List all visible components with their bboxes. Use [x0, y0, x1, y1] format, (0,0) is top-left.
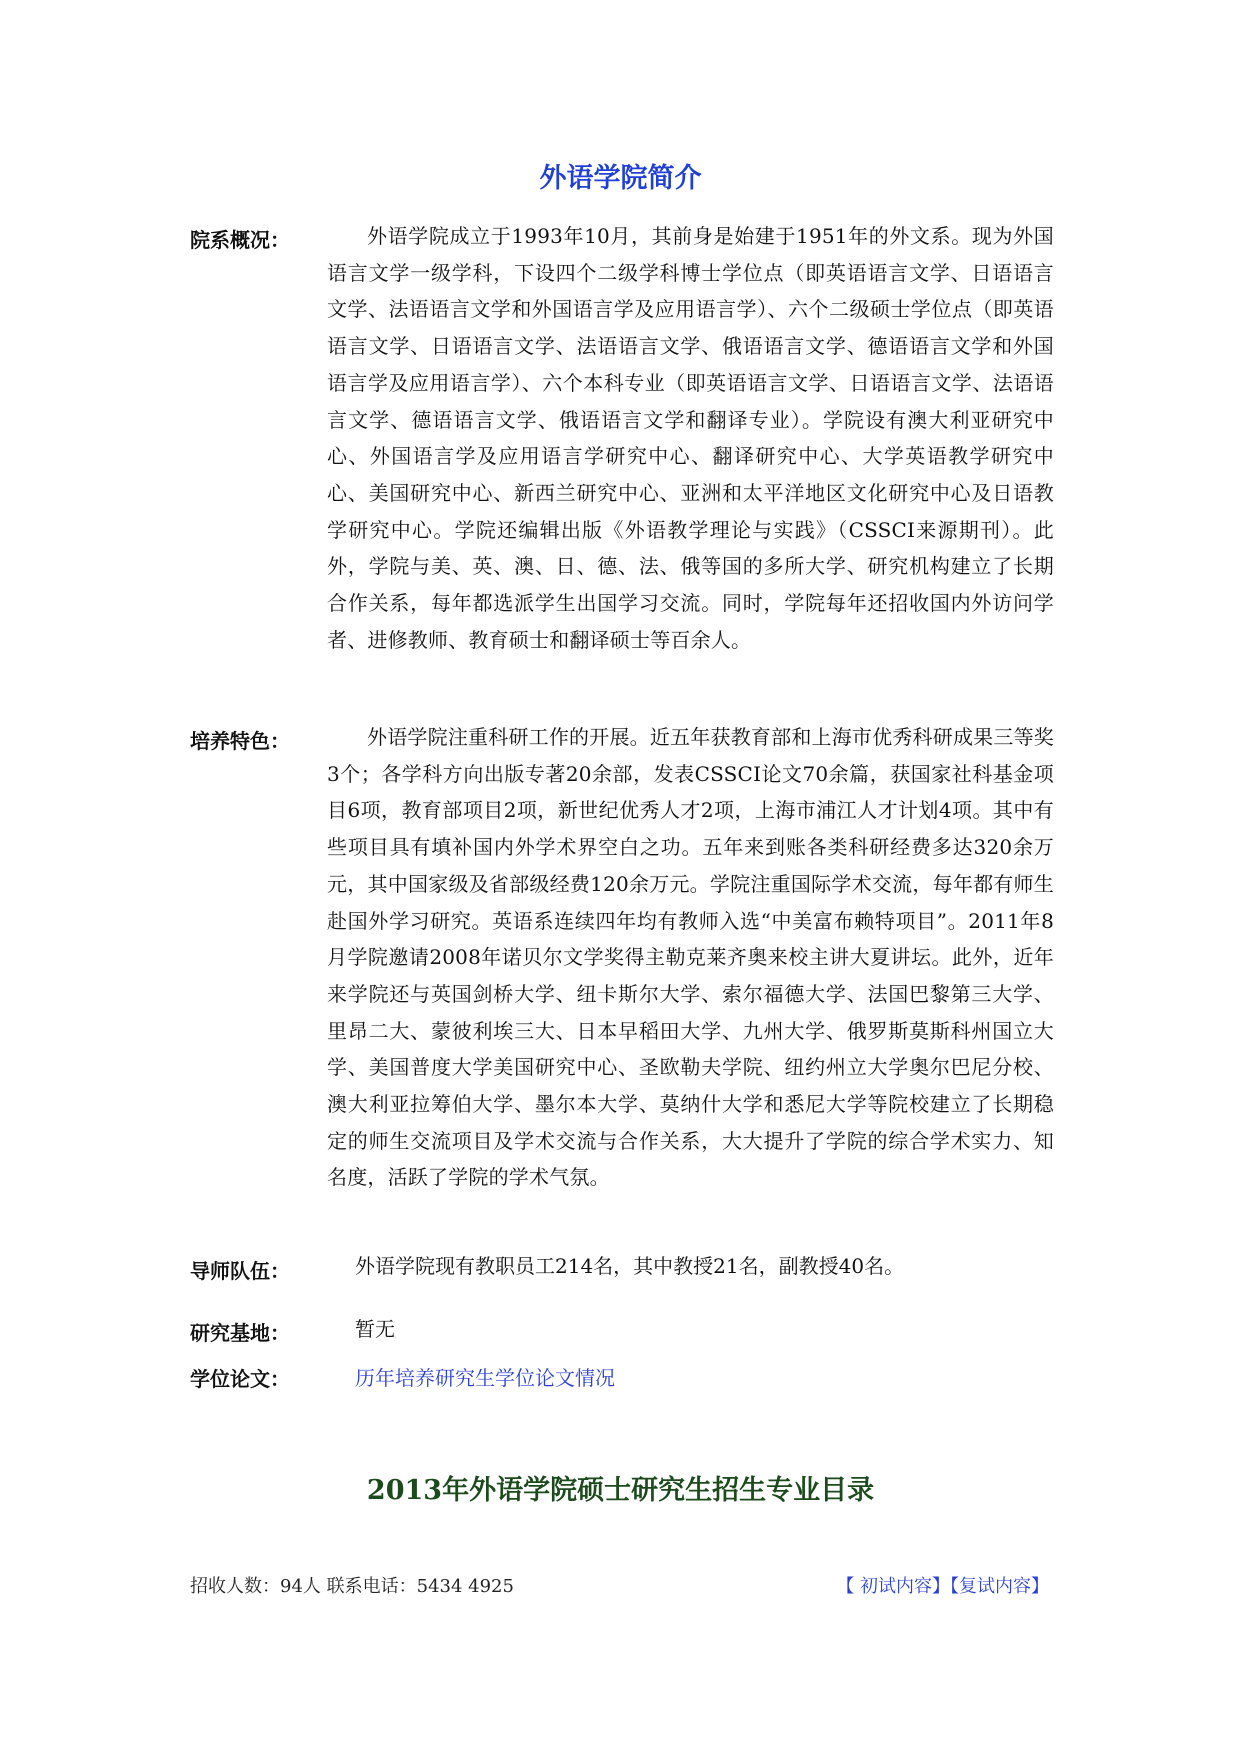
section-label-features: 培养特色：: [190, 729, 290, 753]
thesis-link[interactable]: 历年培养研究生学位论文情况: [355, 1366, 615, 1390]
section-text-features: 外语学院注重科研工作的开展。近五年获教育部和上海市优秀科研成果三等奖3个；各学科方向出版专著20余部，发表CSSCI论文70余篇，获国家社科基金项目6项，教育部项目2项，新世纪优秀人才2项，上海市浦江人才计划4项。其中有些项目具有填补国内外学术界空白之功。五年来到账各类科研经费多达320余万元，其中国家级及省部级经费120余万元。学院注重国际学术交流，每年都有师生赴国外学习研究。英语系连续四年均有教师入选“中美富布赖特项目”。2011年8月学院邀请2008年诺贝尔文学奖得主勒克莱齐奥来校主讲大夏讲坛。此外，近年来学院还与英国剑桥大学、纽卡斯尔大学、索尔福德大学、法国巴黎第三大学、里昂二大、蒙彼利埃三大、日本早稻田大学、九州大学、俄罗斯莫斯科州国立大学、美国普度大学美国研究中心、圣欧勒夫学院、纽约州立大学奥尔巴尼分校、澳大利亚拉筹伯大学、墨尔本大学、莫纳什大学和悉尼大学等院校建立了长期稳定的师生交流项目及学术交流与合作关系，大大提升了学院的综合学术实力、知名度，活跃了学院的学术气氛。: [327, 725, 1054, 1190]
catalog-title: 2013年外语学院硕士研究生招生专业目录: [366, 1475, 875, 1506]
section-text-overview: 外语学院成立于1993年10月，其前身是始建于1951年的外文系。现为外国语言文学一级学科，下设四个二级学科博士学位点（即英语语言文学、日语语言文学、法语语言文学和外国语言学及应用语言学）、六个二级硕士学位点（即英语语言文学、日语语言文学、法语语言文学、俄语语言文学、德语语言文学和外国语言学及应用语言学）、六个本科专业（即英语语言文学、日语语言文学、法语语言文学、德语语言文学、俄语语言文学和翻译专业）。学院设有澳大利亚研究中心、外国语言学及应用语言学研究中心、翻译研究中心、大学英语教学研究中心、美国研究中心、新西兰研究中心、亚洲和太平洋地区文化研究中心及日语教学研究中心。学院还编辑出版《外语教学理论与实践》（CSSCI来源期刊）。此外，学院与美、英、澳、日、德、法、俄等国的多所大学、研究机构建立了长期合作关系，每年都选派学生出国学习交流。同时，学院每年还招收国内外访问学者、进修教师、教育硕士和翻译硕士等百余人。: [327, 224, 1054, 652]
section-text-faculty: 外语学院现有教职员工214名，其中教授21名，副教授40名。: [355, 1254, 905, 1278]
page-title: 外语学院简介: [539, 163, 702, 194]
section-label-thesis: 学位论文：: [190, 1367, 290, 1391]
section-text-research-base: 暂无: [355, 1317, 395, 1341]
retest-link[interactable]: 【复试内容】: [950, 1576, 1049, 1597]
initial-exam-link[interactable]: 【 初试内容】: [836, 1576, 950, 1597]
section-label-research-base: 研究基地：: [190, 1321, 290, 1345]
footer-links: [836, 1572, 1049, 1598]
enrollment-info: 招收人数：94人 联系电话：5434 4925: [190, 1576, 514, 1597]
section-label-faculty: 导师队伍：: [190, 1259, 290, 1283]
section-label-overview: 院系概况：: [190, 228, 290, 252]
